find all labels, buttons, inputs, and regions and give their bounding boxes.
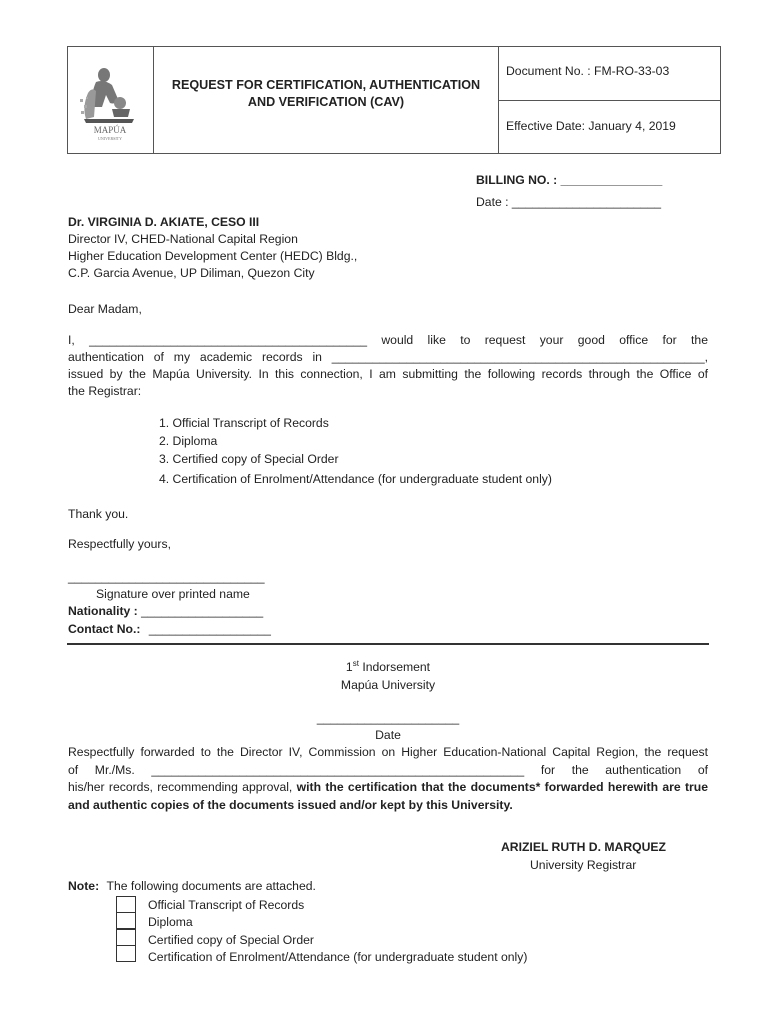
records-list bbox=[159, 414, 552, 488]
section-divider bbox=[67, 643, 709, 645]
title-cell bbox=[154, 47, 499, 153]
checkbox-enrolment[interactable] bbox=[116, 945, 136, 962]
nationality-field[interactable] bbox=[68, 604, 263, 618]
effective-date: Effective Date: January 4, 2019 bbox=[506, 119, 676, 133]
svg-text:MAPÚA: MAPÚA bbox=[93, 125, 127, 135]
list-item: 4. Certification of Enrolment/Attendance (for undergraduate student only) bbox=[159, 472, 552, 486]
request-paragraph bbox=[68, 332, 708, 400]
request-line: issued by the Mapúa University. In this connection, I am submitting the following records through the Office of bbox=[68, 367, 708, 381]
svg-text:UNIVERSITY: UNIVERSITY bbox=[98, 136, 122, 141]
checkbox-transcript[interactable] bbox=[116, 896, 136, 913]
indorsement-date-line[interactable]: _____________________ bbox=[316, 711, 460, 725]
checkbox-special-order[interactable] bbox=[116, 929, 136, 946]
request-line: the Registrar: bbox=[68, 384, 142, 398]
nationality-label: Nationality : bbox=[68, 604, 138, 618]
contact-field[interactable] bbox=[68, 622, 271, 636]
request-line: I, _________________________________________ would like to request your good office for the bbox=[68, 333, 708, 347]
contact-label: Contact No.: bbox=[68, 622, 141, 636]
document-meta-cell bbox=[499, 47, 720, 153]
thank-you: Thank you. bbox=[68, 507, 129, 521]
list-item: Official Transcript of Records bbox=[148, 898, 305, 912]
checkbox-diploma[interactable] bbox=[116, 912, 136, 929]
note-label: Note: bbox=[68, 879, 100, 893]
indorsement-line: of Mr./Ms. _______________________________________________________ for the authentication of bbox=[68, 762, 708, 777]
note-heading bbox=[68, 879, 316, 893]
registrar-title: University Registrar bbox=[530, 858, 637, 872]
document-number: Document No. : FM-RO-33-03 bbox=[506, 64, 670, 78]
indorsement-line: Respectfully forwarded to the Director IV, Commission on Higher Education-National Capital Region, the request bbox=[68, 745, 708, 759]
indorsement-paragraph bbox=[68, 744, 708, 814]
closing: Respectfully yours, bbox=[68, 537, 171, 551]
list-item: Diploma bbox=[148, 915, 193, 930]
request-line: authentication of my academic records in _______________________________________________________, bbox=[68, 350, 708, 364]
contact-blank[interactable]: __________________ bbox=[148, 622, 271, 636]
note-items bbox=[148, 897, 527, 966]
addressee-line: C.P. Garcia Avenue, UP Diliman, Quezon City bbox=[68, 266, 315, 280]
indorsement-line: his/her records, recommending approval, with the certification that the documents* forwarded herewith are true bbox=[68, 780, 708, 794]
addressee-block bbox=[68, 214, 357, 282]
logo-cell bbox=[68, 47, 154, 153]
signature-caption: Signature over printed name bbox=[96, 587, 250, 601]
list-item: 1. Official Transcript of Records bbox=[159, 416, 329, 430]
mapua-logo-icon bbox=[68, 47, 153, 153]
list-item: Certification of Enrolment/Attendance (for undergraduate student only) bbox=[148, 949, 528, 964]
document-title: REQUEST FOR CERTIFICATION, AUTHENTICATION AND VERIFICATION (CAV) bbox=[171, 78, 481, 109]
registrar-name: ARIZIEL RUTH D. MARQUEZ bbox=[501, 840, 666, 854]
note-text: The following documents are attached. bbox=[106, 879, 316, 893]
document-header bbox=[67, 46, 721, 154]
indorsement-line: and authentic copies of the documents issued and/or kept by this University. bbox=[68, 797, 513, 812]
indorsement-heading: 1st Indorsement bbox=[345, 659, 431, 675]
indorsement-date-label: Date bbox=[375, 728, 401, 742]
salutation: Dear Madam, bbox=[68, 302, 142, 316]
list-item: Certified copy of Special Order bbox=[148, 932, 314, 947]
indorsement-university: Mapúa University bbox=[340, 678, 436, 692]
signature-line[interactable]: _____________________________ bbox=[68, 570, 265, 584]
billing-date[interactable]: Date : ______________________ bbox=[476, 195, 662, 209]
addressee-line: Higher Education Development Center (HEDC) Bldg., bbox=[68, 249, 358, 263]
list-item: 3. Certified copy of Special Order bbox=[159, 452, 339, 466]
billing-number[interactable]: BILLING NO. : _______________ bbox=[476, 173, 663, 187]
addressee-line: Director IV, CHED-National Capital Region bbox=[68, 232, 298, 246]
addressee-name: Dr. VIRGINIA D. AKIATE, CESO III bbox=[68, 215, 260, 229]
list-item: 2. Diploma bbox=[159, 434, 218, 448]
nationality-blank[interactable]: __________________ bbox=[141, 604, 264, 618]
